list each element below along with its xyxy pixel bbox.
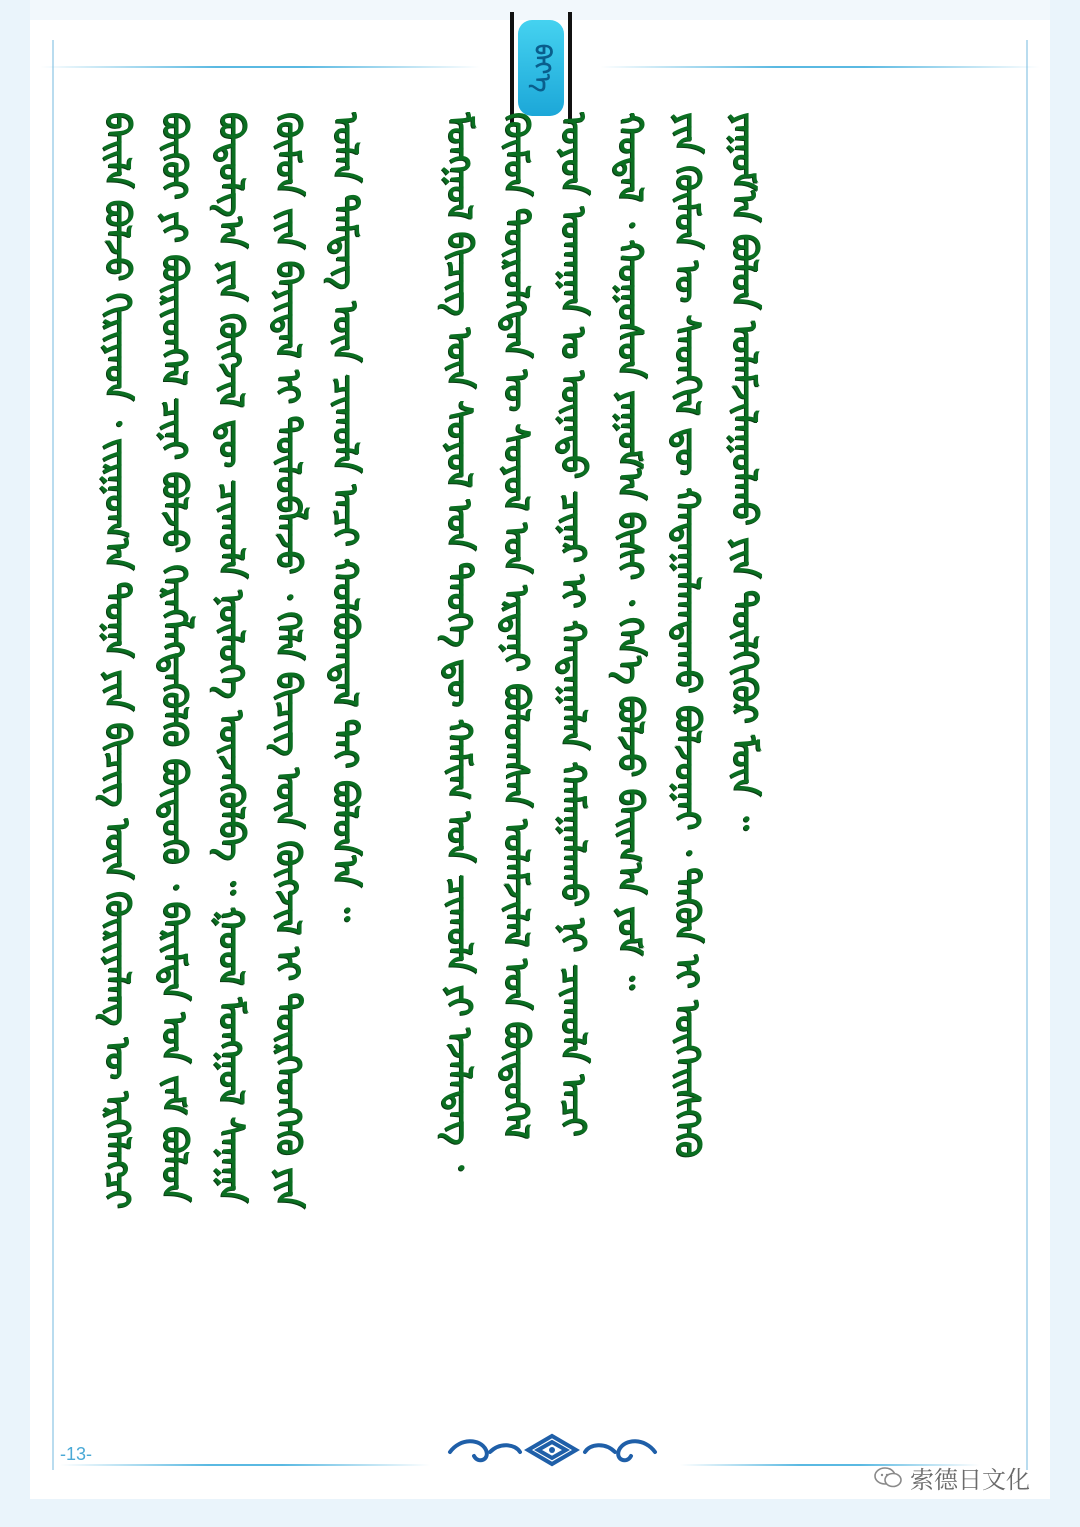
page-frame-right (1050, 0, 1080, 1527)
text-column-5: ᠣᠯᠠᠨ ᠲᠡᠮᠳᠡᠭ ᠦᠨ ᠴᠢᠬᠤᠯᠠ ᠠᠴᠢ ᠬᠣᠯᠪᠣᠭᠳᠠᠯ ᠲᠠᠢ ᠪᠣᠯᠤᠨ᠎ᠠ ᠃ (325, 112, 365, 922)
page-number: -13- (60, 1444, 93, 1464)
header-emblem-text: ᠪᠡᠶ᠎ᠡ (529, 43, 554, 93)
text-column-12: ᠶᠠᠭᠤᠮ᠎ᠠ ᠪᠣᠯᠤᠨ ᠤᠯᠠᠮᠵᠢᠯᠠᠭᠤᠯᠬᠤ ᠶᠢᠨ ᠲᠦᠯᠬᠢᠭᠦᠷ ᠮᠥᠨ ᠃ (724, 112, 764, 830)
text-column-9: ᠤᠶᠤᠨ ᠤᠬᠠᠭᠠᠨ ᠤ ᠦᠨᠡᠲᠦ ᠴᠢᠨᠠᠷ ᠢ ᠬᠠᠳᠠᠭᠠᠯᠠᠨ ᠬᠠᠮᠠᠭᠠᠯᠠᠬᠤ ᠨᠢ ᠴᠢᠬᠤᠯᠠ ᠠᠴᠢ (553, 112, 593, 1137)
text-column-4: ᠬᠦᠮᠦᠨ ᠵᠢᠨ ᠪᠠᠶᠢᠳᠠᠯ ᠢ ᠲᠥᠯᠦᠪᠯᠡᠵᠦ ᠂ ᠬᠡᠯᠡ ᠪᠢᠴᠢᠭ ᠦᠨ ᠬᠥᠭᠵᠢᠯ ᠢ ᠲᠦᠷᠭᠡᠳᠭᠡᠬᠦ ᠶᠢᠨ (268, 112, 308, 1209)
text-column-8: ᠬᠦᠮᠦᠨ ᠲᠥᠷᠦᠯᠬᠲᠡᠨ ᠦ ᠰᠣᠶᠣᠯ ᠤᠨ ᠡᠷᠳᠡᠨᠢ ᠪᠣᠯᠤᠭᠰᠠᠨ ᠤᠯᠠᠮᠵᠢᠯᠠᠯ ᠤᠨ ᠪᠦᠲᠦᠭᠡᠯ (496, 112, 536, 1139)
header-emblem-badge (518, 20, 564, 116)
border-line-right (1026, 40, 1028, 1470)
text-column-7: ᠮᠣᠩᠭᠣᠯ ᠪᠢᠴᠢᠭ ᠦᠨ ᠰᠣᠶᠣᠯ ᠤᠨ ᠲᠡᠦᠬᠡ ᠳᠦ ᠬᠠᠮᠢᠭ ᠤᠨ ᠴᠢᠬᠤᠯᠠ ᠶᠢ ᠡᠵᠡᠯᠡᠳᠡᠭ ᠂ (439, 112, 479, 1171)
header-emblem (510, 12, 572, 124)
header-rule-left (40, 66, 480, 68)
text-column-6 (373, 112, 430, 1452)
text-column-3: ᠪᠣᠳᠣᠯᠭ᠎ᠠ ᠶᠢᠨ ᠬᠥᠭᠵᠢᠯ ᠳᠦ ᠴᠢᠬᠤᠯᠠ ᠨᠥᠯᠦᠭᠡ ᠦᠵᠡᠭᠦᠯᠪᠡ ᠃ ᠭᠣᠤᠯ ᠮᠣᠩᠭᠣᠯ ᠰᠠᠨᠠᠭᠠ (211, 112, 251, 1203)
text-column-1: ᠪᠡᠢᠯᠡ ᠪᠣᠯᠵᠤ ᠬᠢᠷᠢᠶᠡᠳ ᠂ ᠵᠢᠷᠭᠤᠭ᠎ᠠ ᠲᠣᠭᠠ ᠶᠢᠨ ᠪᠢᠴᠢᠭ ᠦᠨ ᠬᠦᠷᠢᠶᠡᠯᠡᠩ ᠦ ᠡᠷᠬᠡᠯᠡᠭᠴᠢ (97, 112, 137, 1209)
wechat-icon (874, 1466, 902, 1488)
footer-ornament-icon (440, 1430, 665, 1470)
watermark (874, 1462, 1030, 1492)
text-column-2: ᠪᠦᠬᠦᠢ ᠶᠢ ᠪᠦᠷᠢᠳᠬᠡᠯ ᠴᠢᠨᠢ ᠪᠣᠯᠵᠤ ᠬᠡᠷᠡᠭᠯᠡᠭᠳᠡᠭᠦᠯᠬᠦ ᠪᠦᠳᠦᠬᠦ ᠂ ᠪᠠᠷᠢᠮᠲᠠ ᠤᠨ ᠵᠠᠮ ᠪᠣᠯᠤᠨ (154, 112, 194, 1202)
page-frame-left (0, 0, 30, 1527)
border-line-left (52, 40, 54, 1470)
watermark-text: 索德日文化 (910, 1465, 1030, 1494)
footer-rule-left (60, 1464, 430, 1466)
text-column-10: ᠬᠤᠳᠠᠯ ᠂ ᠬᠣᠭᠣᠰᠣᠨ ᠶᠠᠭᠤᠮ᠎ᠠ ᠪᠢᠰᠢ ᠂ ᠭᠡᠨ᠎ᠡ ᠪᠣᠯᠵᠤ ᠪᠠᠢᠭ᠎ᠠ ᠶᠤᠮ ᠃ (610, 112, 650, 990)
text-column-11: ᠶᠢᠨ ᠬᠦᠮᠦᠨ ᠦ ᠰᠡᠳᠬᠢᠯ ᠳᠦ ᠬᠠᠳᠠᠭᠠᠯᠠᠭᠳᠠᠬᠤ ᠪᠣᠯᠵᠣᠭᠠᠢ ᠂ ᠲᠡᠭᠦᠨ ᠢ ᠦᠭᠡᠢᠰᠭᠡᠬᠦ (667, 112, 707, 1158)
page-frame-bottom (0, 1499, 1080, 1527)
mongolian-text-body (88, 112, 1000, 1452)
header-rule-right (600, 66, 1040, 68)
